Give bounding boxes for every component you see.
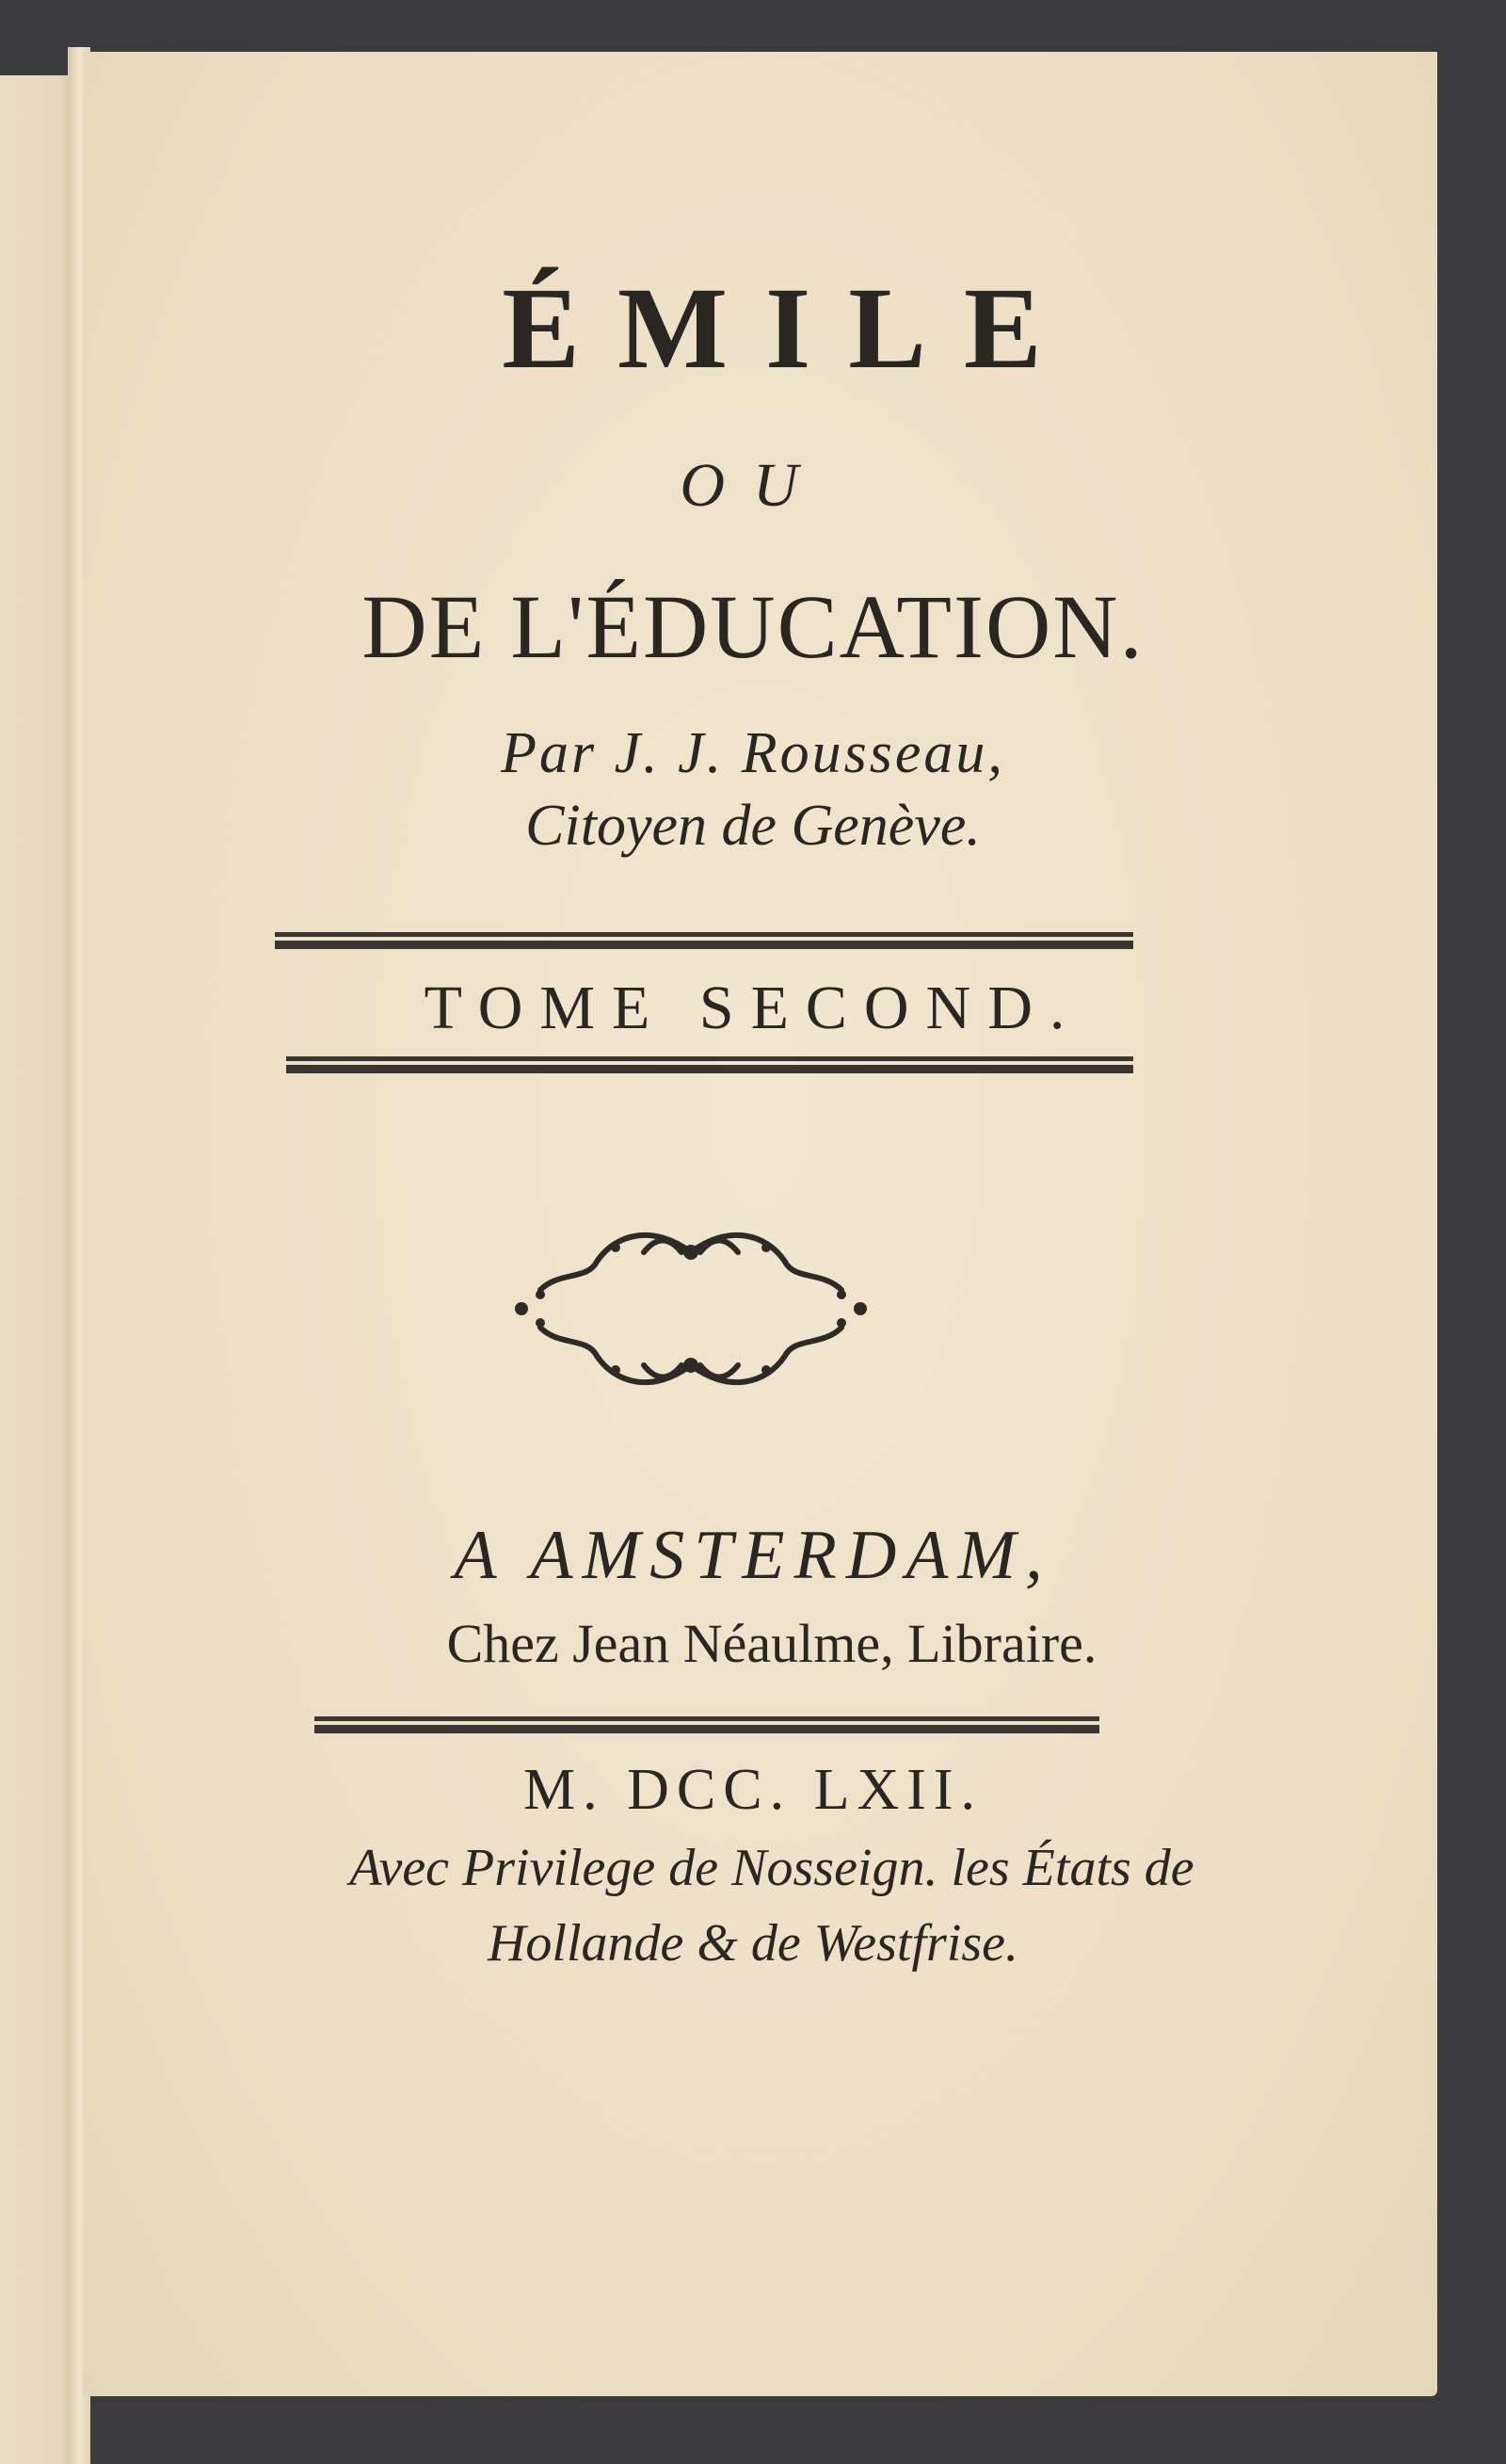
title-conjunction: OU — [680, 451, 826, 520]
author-description: Citoyen de Genève. — [525, 794, 981, 858]
imprint-year: M. DCC. LXII. — [522, 1758, 984, 1822]
privilege-line-2: Hollande & de Westfrise. — [487, 1914, 1019, 1973]
imprint-publisher: Chez Jean Néaulme, Libraire. — [446, 1613, 1097, 1674]
privilege-line-1: Avec Privilege de Nosseign. les États de — [349, 1839, 1194, 1897]
printers-ornament-icon — [503, 1215, 879, 1403]
book-title: ÉMILE — [502, 264, 1080, 393]
volume-label: TOME SECOND. — [424, 974, 1082, 1042]
double-rule — [314, 1716, 1099, 1733]
double-rule — [286, 1056, 1133, 1073]
double-rule — [275, 932, 1133, 949]
author-line: Par J. J. Rousseau, — [501, 721, 1005, 785]
facing-page-edge — [0, 75, 75, 2464]
imprint-place: A AMSTERDAM, — [454, 1517, 1052, 1594]
book-subtitle: DE L'ÉDUCATION. — [361, 576, 1145, 677]
